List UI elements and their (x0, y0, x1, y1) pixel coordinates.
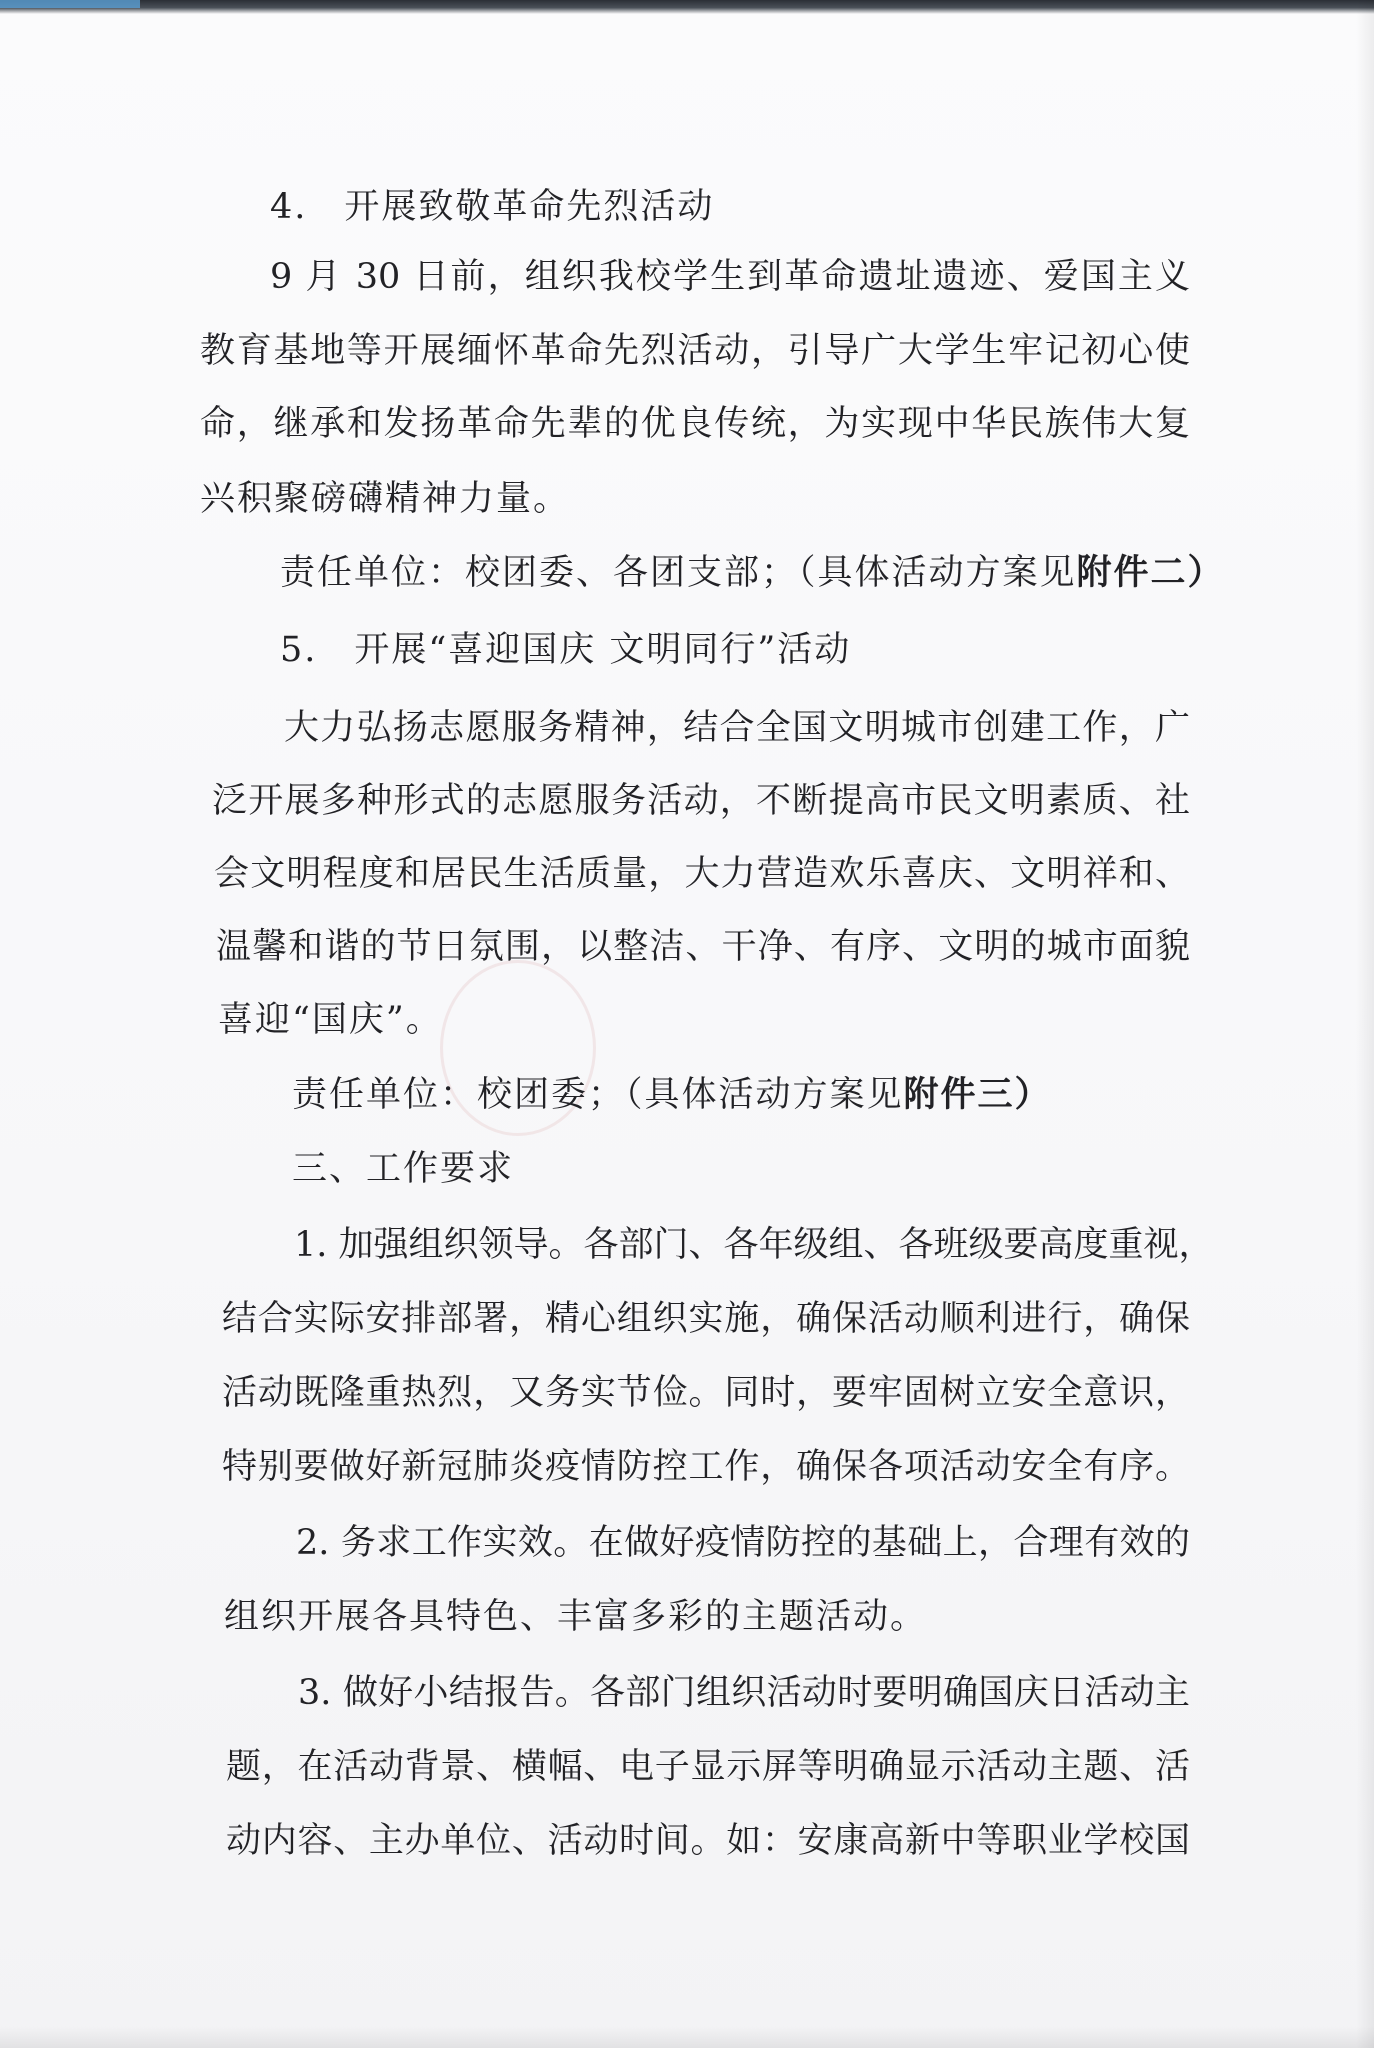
requirement-1-line: 特别要做好新冠肺炎疫情防控工作，确保各项活动安全有序。 (222, 1447, 1190, 1487)
section-5-paragraph-line: 温馨和谐的节日氛围，以整洁、干净、有序、文明的城市面貌 (216, 927, 1190, 967)
requirement-3-line: 题，在活动背景、横幅、电子显示屏等明确显示活动主题、活 (226, 1747, 1190, 1787)
responsible-unit-text: 责任单位：校团委、各团支部；（具体活动方案见 (280, 553, 1077, 593)
requirement-2-line: 2. 务求工作实效。在做好疫情防控的基础上，合理有效的 (296, 1523, 1190, 1563)
page-bottom-edge (0, 2026, 1374, 2048)
section-5-paragraph-line: 喜迎“国庆”。 (218, 1000, 443, 1040)
requirement-3-line: 动内容、主办单位、活动时间。如：安康高新中等职业学校国 (226, 1821, 1190, 1861)
page-right-shadow (1356, 0, 1374, 2048)
page-top-edge (0, 0, 1374, 14)
responsible-unit-text: 责任单位：校团委；（具体活动方案见 (292, 1075, 904, 1115)
section-4-paragraph-line: 命，继承和发扬革命先辈的优良传统，为实现中华民族伟大复 (200, 404, 1190, 444)
section-5-paragraph-line: 会文明程度和居民生活质量，大力营造欢乐喜庆、文明祥和、 (214, 854, 1190, 894)
section-5-heading: 5. 开展“喜迎国庆 文明同行”活动 (280, 630, 852, 670)
section-4-paragraph-line: 9 月 30 日前，组织我校学生到革命遗址遗迹、爱国主义 (270, 257, 1190, 297)
attachment-reference: 附件三） (903, 1074, 1052, 1115)
requirement-2-line: 组织开展各具特色、丰富多彩的主题活动。 (224, 1597, 928, 1637)
section-4-heading: 4. 开展致敬革命先烈活动 (270, 187, 715, 227)
requirement-3-line: 3. 做好小结报告。各部门组织活动时要明确国庆日活动主 (298, 1673, 1190, 1713)
section-3-heading: 三、工作要求 (292, 1149, 515, 1189)
requirement-1-line: 活动既隆重热烈，又务实节俭。同时，要牢固树立安全意识， (222, 1373, 1190, 1413)
requirement-1-line: 结合实际安排部署，精心组织实施，确保活动顺利进行，确保 (222, 1299, 1190, 1339)
attachment-reference: 附件二） (1076, 552, 1225, 593)
page-top-accent (0, 0, 140, 8)
section-4-responsible-unit (280, 551, 1225, 595)
section-5-responsible-unit (292, 1073, 1052, 1117)
section-4-paragraph-line: 教育基地等开展缅怀革命先烈活动，引导广大学生牢记初心使 (200, 331, 1190, 371)
section-5-paragraph-line: 泛开展多种形式的志愿服务活动，不断提高市民文明素质、社 (212, 781, 1190, 821)
requirement-1-line: 1. 加强组织领导。各部门、各年级组、各班级要高度重视， (294, 1225, 1214, 1265)
section-4-paragraph-line: 兴积聚磅礴精神力量。 (200, 479, 571, 519)
section-5-paragraph-line: 大力弘扬志愿服务精神，结合全国文明城市创建工作，广 (284, 708, 1190, 748)
